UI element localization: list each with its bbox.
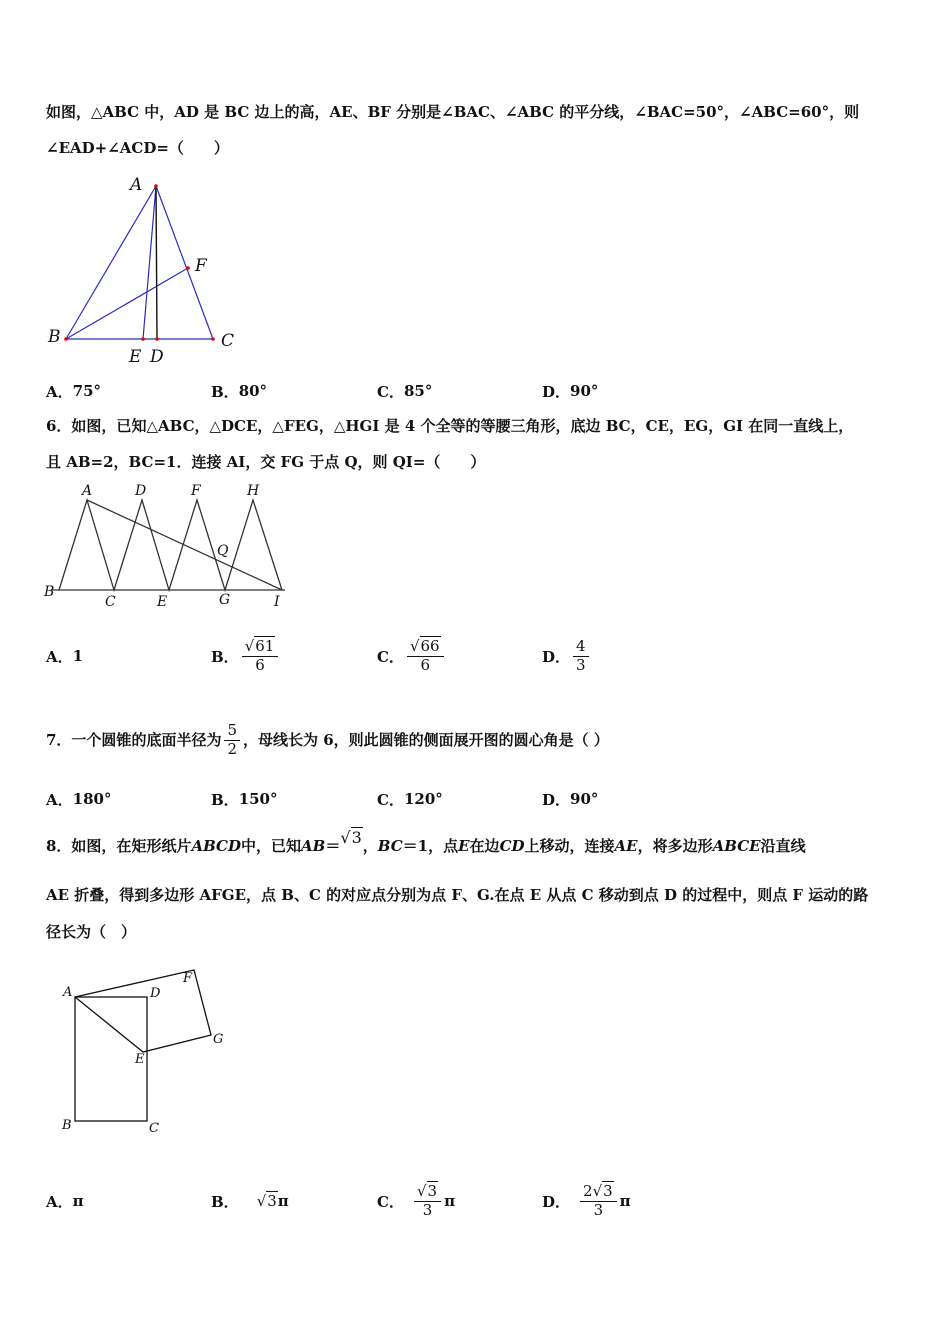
q7-fraction [224,722,240,758]
q8-label-e: E [135,1052,145,1067]
q6-option-d-fraction [573,638,589,674]
q6-label-q: Q [217,543,229,559]
q8-text-n: ，将多边形 [637,837,713,855]
q7-option-a[interactable] [46,779,111,819]
q5-option-d-text: 90° [570,382,599,400]
q5-option-c-text: 85° [403,382,433,400]
q6-label-f: F [191,483,201,499]
q8-option-d-pi: π [619,1192,631,1210]
q8-label-a: A [63,985,73,1000]
q7-option-d-text: 90° [570,790,599,808]
q5-option-b-text: 80° [238,382,268,400]
q6-label-d: D [135,483,147,499]
q7-option-b-text: 150° [238,790,278,808]
q8-option-c-radicand: 3 [427,1182,438,1201]
q6-option-a[interactable] [46,626,83,686]
q6-label-g: G [219,592,231,608]
q8-text-abce: ABCE [712,837,761,855]
q5-label-d: D [150,347,164,367]
q8-option-c-denominator: 3 [422,1200,433,1219]
q5-option-c[interactable] [377,371,432,411]
q6-label-b: B [44,584,55,600]
q8-text-e: E [458,837,470,855]
q7-option-a-text: 180° [72,790,112,808]
q6-option-d[interactable] [542,626,592,686]
q5-option-a[interactable] [46,371,101,411]
q7-stem [46,708,916,772]
q7-option-d-letter: D． [542,790,571,809]
q8-text-ae: AE [614,837,638,855]
q8-stem-line1 [46,826,916,866]
q8-option-d-letter: D． [542,1192,571,1211]
q8-sqrt3: √3 [340,828,362,847]
q8-option-d-coefficient: 2 [583,1182,593,1201]
q5-option-b[interactable] [211,371,267,411]
q7-option-c-letter: C． [377,790,404,809]
q6-label-e: E [157,594,168,610]
q7-option-c-text: 120° [403,790,443,808]
q6-label-a: A [82,483,93,499]
q6-label-h: H [247,483,260,499]
q6-option-c-letter: C． [377,647,404,666]
q8-text-c: 中，已知 [241,837,302,855]
q8-text-equals: ＝ [325,837,341,855]
q8-sqrt3-radicand: 3 [351,828,362,847]
q5-option-d-letter: D． [542,382,571,401]
q8-text-f: ， [362,837,378,855]
q7-options [46,779,906,819]
q8-text-ab: AB [301,837,326,855]
q8-option-c-letter: C． [377,1192,404,1211]
q8-text-abcd: ABCD [191,837,241,855]
q8-option-d[interactable] [542,1170,631,1232]
q8-text-cd: CD [499,837,525,855]
q6-stem-line1: 6．如图，已知△ABC，△DCE，△FEG，△HGI 是 4 个全等的等腰三角形，底边 BC，CE，EG，GI 在同一直线上， [46,417,854,435]
q8-option-b-radicand: 3 [267,1192,277,1210]
q5-label-a: A [130,175,143,195]
q8-option-a[interactable] [46,1170,84,1232]
q6-option-c-radicand: 66 [420,637,440,656]
q6-label-i: I [274,594,280,610]
q8-option-c[interactable] [377,1170,455,1232]
q5-stem [46,94,916,166]
q7-option-d[interactable] [542,779,598,819]
q6-option-d-denominator: 3 [576,655,586,674]
q6-label-c: C [105,594,116,610]
q8-option-d-denominator: 3 [593,1200,604,1219]
q5-option-d[interactable] [542,371,598,411]
q6-option-a-letter: A． [46,647,73,666]
q8-option-a-text: π [72,1192,84,1210]
q8-option-d-radicand: 3 [603,1182,613,1201]
q7-option-b-letter: B． [211,790,239,809]
q8-option-b-sqrt: √3 [256,1192,277,1210]
q6-option-c-denominator: 6 [420,655,431,674]
q6-option-d-letter: D． [542,647,571,666]
q5-options [46,371,906,411]
q8-text-j: 在边 [469,837,500,855]
q8-stem-line3: 径长为（ ） [46,923,137,941]
q7-option-a-letter: A． [46,790,73,809]
q6-option-a-text: 1 [72,647,84,665]
q8-text-bc: BC [377,837,403,855]
q6-option-b-letter: B． [211,647,239,666]
q6-option-b[interactable] [211,626,281,686]
q5-stem-line1: 如图，△ABC 中，AD 是 BC 边上的高，AE、BF 分别是∠BAC、∠ABC 的平分线，∠BAC=50°，∠ABC=60°，则 [46,103,860,121]
q5-option-a-text: 75° [72,382,102,400]
q5-option-b-letter: B． [211,382,239,401]
q5-figure [40,170,250,370]
q8-option-a-letter: A． [46,1192,73,1211]
q8-option-c-fraction: $\frac{√3}{3}$ [414,1183,441,1219]
q6-option-c[interactable] [377,626,447,686]
q8-label-c: C [149,1121,159,1136]
q8-stem-rest [46,877,916,951]
q6-stem [46,408,916,480]
q6-options [46,626,906,686]
q8-option-d-fraction: $\frac{2√3}{3}$ [580,1183,617,1219]
q8-stem-line2: AE 折叠，得到多边形 AFGE，点 B、C 的对应点分别为点 F、G.在点 E 从点 C 移动到点 D 的过程中，则点 F 运动的路 [46,886,869,904]
q8-options [46,1170,906,1232]
q8-figure [55,962,235,1137]
q7-fraction-numerator: 5 [224,722,240,740]
q8-option-b-letter: B． [211,1192,239,1211]
q6-stem-line2: 且 AB=2，BC=1．连接 AI，交 FG 于点 Q，则 QI=（ ） [46,453,486,471]
q7-stem-after: ，母线长为 6，则此圆锥的侧面展开图的圆心角是（ ） [243,731,609,749]
q6-option-b-fraction: $\frac{√61}{6}$ [242,638,279,674]
q6-figure [42,480,292,612]
q5-label-c: C [221,331,235,351]
q8-option-b[interactable] [211,1170,289,1232]
q7-stem-before: 7．一个圆锥的底面半径为 [46,731,222,749]
q5-option-c-letter: C． [377,382,404,401]
q8-option-b-pi: π [277,1192,289,1210]
q8-text-a: 8．如图，在矩形纸片 [46,837,192,855]
q5-option-a-letter: A． [46,382,73,401]
q8-label-b: B [62,1118,72,1133]
q5-label-b: B [48,327,61,347]
q8-option-c-pi: π [444,1192,456,1210]
q6-option-b-denominator: 6 [255,655,265,674]
q8-text-l: 上移动，连接 [524,837,615,855]
q8-text-p: 沿直线 [760,837,806,855]
q5-stem-line2: ∠EAD+∠ACD=（ ） [46,139,229,157]
q7-option-c[interactable] [377,779,443,819]
q8-label-d: D [150,986,161,1001]
q6-option-b-radicand: 61 [255,637,275,656]
q5-label-f: F [195,256,207,276]
q8-label-f: F [183,971,193,986]
q5-label-e: E [129,347,142,367]
q8-text-h: ＝1，点 [402,837,459,855]
q6-option-d-numerator: 4 [573,638,589,656]
q7-fraction-denominator: 2 [227,739,237,758]
q8-label-g: G [213,1032,224,1047]
q7-option-b[interactable] [211,779,278,819]
q6-option-c-fraction: $\frac{√66}{6}$ [407,638,444,674]
